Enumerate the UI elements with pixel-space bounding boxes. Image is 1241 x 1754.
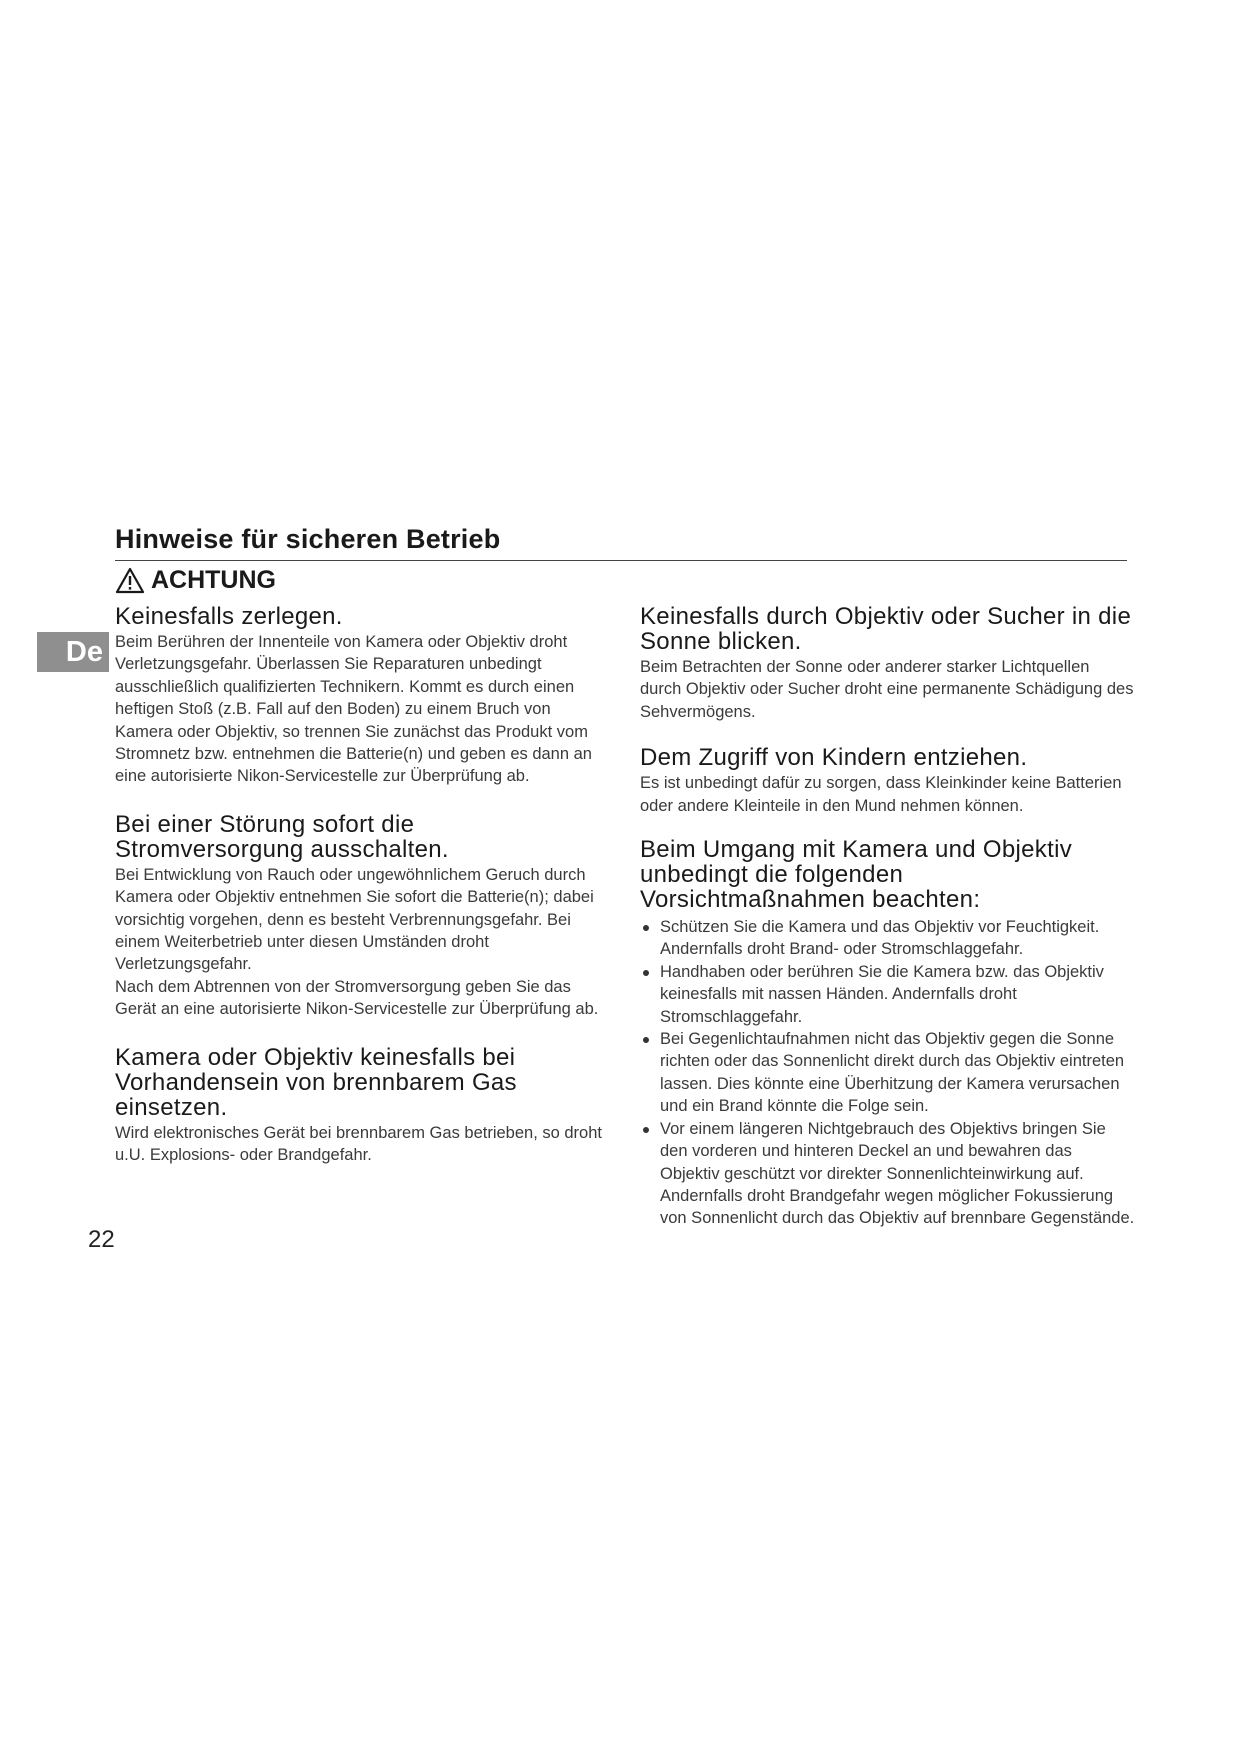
- warning-label: ACHTUNG: [151, 566, 276, 594]
- section-title: Keinesfalls zerlegen.: [115, 603, 343, 630]
- left-column: [115, 604, 605, 1187]
- section-paragraph: Beim Betrachten der Sonne oder anderer starker Lichtquellen durch Objektiv oder Sucher droht eine permanente Schädigung des Sehvermögens.: [640, 658, 1134, 721]
- section-flammable-gas: [115, 1045, 605, 1167]
- warning-triangle-icon: [115, 567, 145, 594]
- section-paragraph: Beim Berühren der Innenteile von Kamera oder Objektiv droht Verletzungsgefahr. Überlassen Sie Reparaturen unbedingt ausschließlich qualifizierten Technikern. Kommt es durch einen heftigen Stoß (z.B. Fall auf den Boden) zu einem Bruch von Kamera oder Objektiv, so trennen Sie zunächst das Produkt vom Stromnetz bzw. entnehmen die Batterie(n) und geben es dann an eine autorisierte Nikon-Servicestelle zur Überprüfung ab.: [115, 633, 592, 786]
- precautions-list: [640, 916, 1135, 1230]
- section-children: [640, 745, 1135, 817]
- language-tab: De: [37, 632, 109, 672]
- page-title: Hinweise für sicheren Betrieb: [115, 524, 501, 554]
- section-paragraph: Nach dem Abtrennen von der Stromversorgung geben Sie das Gerät an eine autorisierte Nikon-Servicestelle zur Überprüfung ab.: [115, 977, 599, 1019]
- right-column: [640, 604, 1135, 1250]
- list-item: Bei Gegenlichtaufnahmen nicht das Objektiv gegen die Sonne richten oder das Sonnenlicht direkt durch das Objektiv eintreten lassen. Dies könnte eine Überhitzung der Kamera verursachen und ein Brand könnte die Folge sein.: [640, 1028, 1135, 1118]
- section-title: Beim Umgang mit Kamera und Objektiv unbedingt die folgenden Vorsichtmaßnahmen beachten:: [640, 836, 1072, 914]
- section-title: Dem Zugriff von Kindern entziehen.: [640, 744, 1028, 772]
- page-number: 22: [88, 1226, 115, 1253]
- section-title: Keinesfalls durch Objektiv oder Sucher in die Sonne blicken.: [640, 603, 1132, 655]
- section-precautions: [640, 837, 1135, 1230]
- section-body: [115, 1122, 605, 1167]
- section-paragraph: Bei Entwicklung von Rauch oder ungewöhnlichem Geruch durch Kamera oder Objektiv entnehmen Sie sofort die Batterie(n); dabei vorsichtig vorgehen, denn es besteht Verbrennungsgefahr. Bei einem Weiterbetrieb unter diesen Umständen droht Verletzungsgefahr.: [115, 865, 594, 974]
- section-body: [640, 656, 1135, 723]
- section-sun: [640, 604, 1135, 723]
- section-body: [115, 631, 605, 788]
- list-item: Handhaben oder berühren Sie die Kamera bzw. das Objektiv keinesfalls mit nassen Händen. Andernfalls droht Stromschlaggefahr.: [640, 961, 1135, 1028]
- section-title: Kamera oder Objektiv keinesfalls bei Vorhandensein von brennbarem Gas einsetzen.: [115, 1043, 517, 1121]
- list-item: Schützen Sie die Kamera und das Objektiv vor Feuchtigkeit. Andernfalls droht Brand- oder Stromschlaggefahr.: [640, 916, 1135, 961]
- section-paragraph: Wird elektronisches Gerät bei brennbarem Gas betrieben, so droht u.U. Explosions- oder Brandgefahr.: [115, 1123, 602, 1165]
- section-malfunction: [115, 812, 605, 1021]
- warning-heading: [115, 566, 276, 595]
- section-title: Bei einer Störung sofort die Stromversorgung ausschalten.: [115, 810, 449, 863]
- title-divider: [115, 560, 1127, 561]
- section-body: [115, 864, 605, 1021]
- list-item: Vor einem längeren Nichtgebrauch des Objektivs bringen Sie den vorderen und hinteren Deckel an und bewahren das Objektiv geschützt vor direkter Sonnenlichteinwirkung auf. Andernfalls droht Brandgefahr wegen möglicher Fokussierung von Sonnenlicht durch das Objektiv auf brennbare Gegenstände.: [640, 1118, 1135, 1230]
- section-paragraph: Es ist unbedingt dafür zu sorgen, dass Kleinkinder keine Batterien oder andere Kleinteile in den Mund nehmen können.: [640, 774, 1122, 815]
- section-disassembly: [115, 604, 605, 788]
- section-body: [640, 772, 1135, 817]
